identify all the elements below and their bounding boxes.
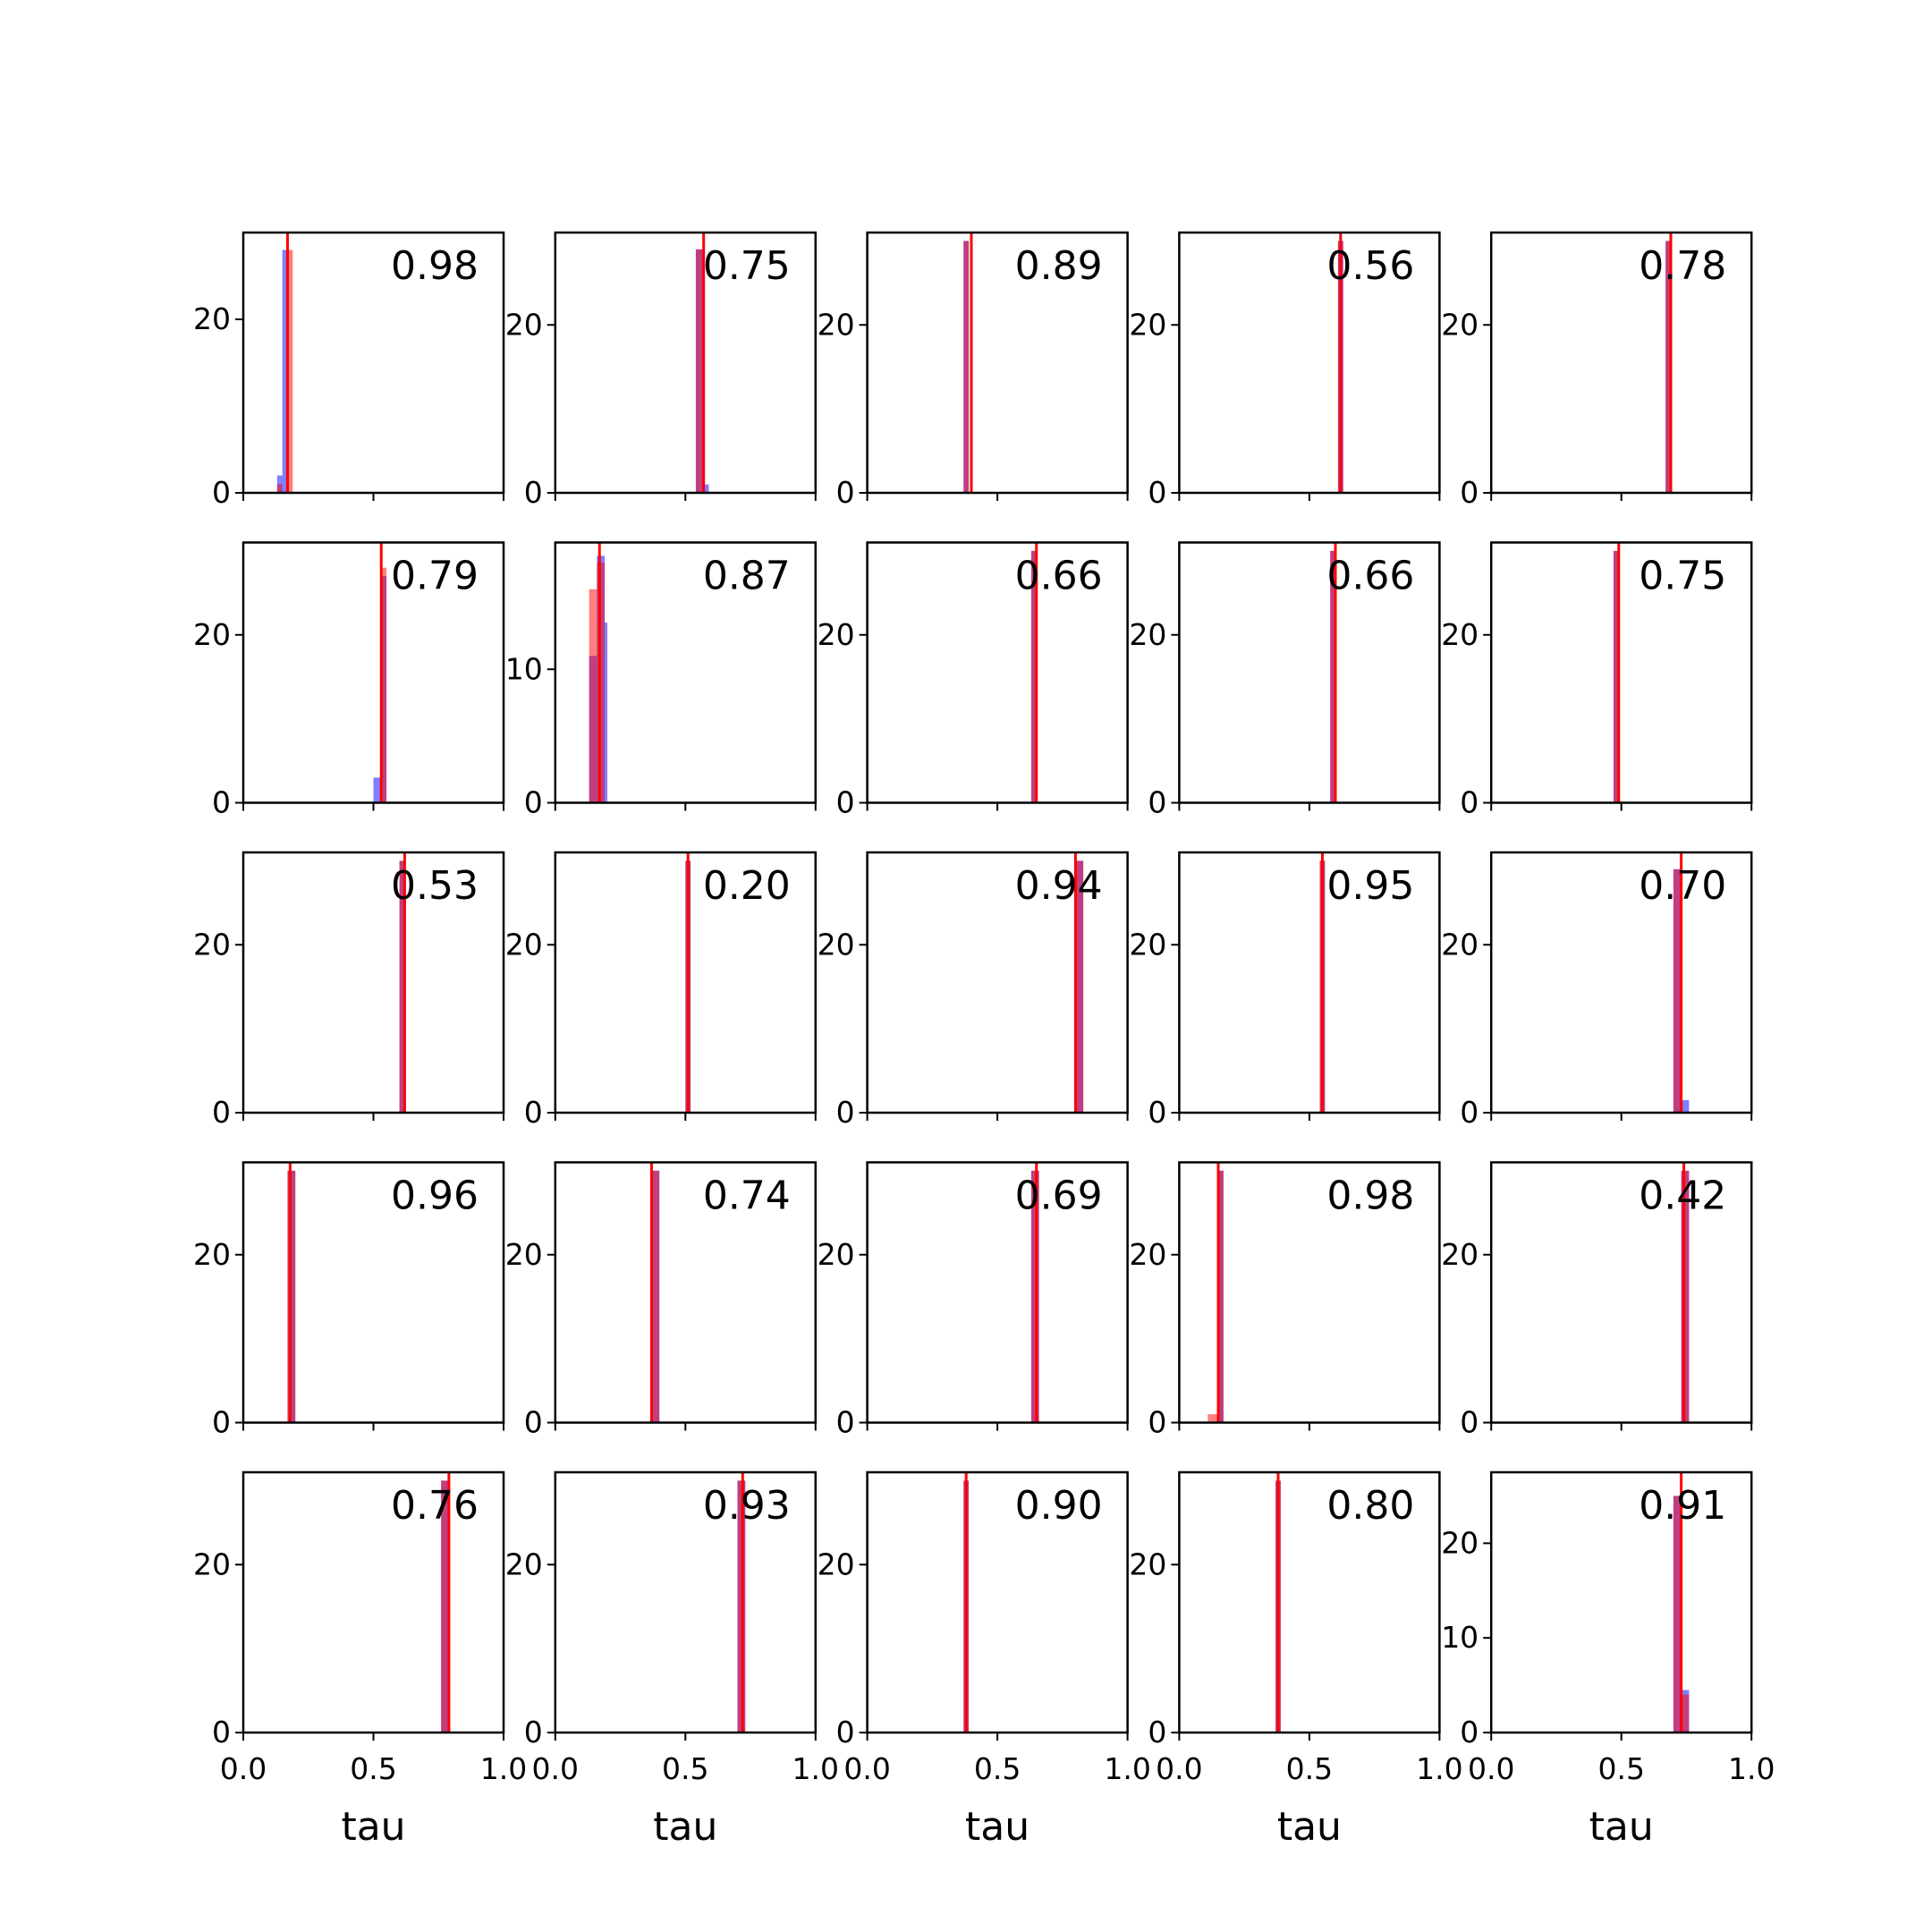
y-tick-label: 0 [1460,1095,1479,1130]
histogram-panel [193,543,504,820]
y-tick-label: 20 [817,307,855,343]
histogram-panel [193,1472,527,1850]
y-tick-label: 0 [1460,1404,1479,1440]
x-tick-label: 1.0 [792,1751,840,1786]
panel-value-label: 0.53 [391,863,479,909]
panel-value-label: 0.98 [391,243,479,289]
panel-value-label: 0.42 [1639,1173,1727,1219]
x-tick-label: 0.5 [350,1751,397,1786]
y-tick-label: 0 [1460,1715,1479,1750]
panel-value-label: 0.75 [1639,553,1727,599]
y-tick-label: 0 [523,1404,543,1440]
y-tick-label: 0 [1148,1715,1167,1750]
panel-value-label: 0.96 [391,1173,479,1219]
y-tick-label: 0 [212,1715,231,1750]
panel-value-label: 0.91 [1639,1483,1727,1529]
y-tick-label: 0 [1148,475,1167,510]
y-tick-label: 0 [523,475,543,510]
x-tick-label: 0.0 [1467,1751,1515,1786]
y-tick-label: 20 [193,616,231,652]
histogram-panel [505,1163,816,1440]
y-tick-label: 0 [523,784,543,820]
histogram-panel [818,852,1128,1130]
x-tick-label: 0.5 [973,1751,1021,1786]
y-tick-label: 20 [1441,616,1479,652]
y-tick-label: 0 [212,784,231,820]
histogram-panel [505,1472,839,1850]
y-tick-label: 20 [193,1546,231,1582]
panel-value-label: 0.70 [1639,863,1727,909]
y-tick-label: 0 [835,475,855,510]
y-tick-label: 0 [523,1095,543,1130]
y-tick-label: 20 [1129,616,1167,652]
y-tick-label: 0 [835,784,855,820]
panel-value-label: 0.78 [1639,243,1727,289]
histogram-panel [818,1472,1151,1850]
y-tick-label: 0 [1148,1404,1167,1440]
histogram-panel [1129,1163,1439,1440]
y-tick-label: 20 [504,307,543,343]
panel-value-label: 0.89 [1014,243,1103,289]
y-tick-label: 20 [1441,927,1479,962]
y-tick-label: 20 [1129,1546,1167,1582]
panel-value-label: 0.79 [391,553,479,599]
y-tick-label: 20 [817,927,855,962]
panel-value-label: 0.87 [702,553,791,599]
x-axis-title: tau [1276,1804,1342,1850]
y-tick-label: 10 [504,651,543,687]
x-axis-title: tau [965,1804,1030,1850]
panel-value-label: 0.66 [1326,553,1415,599]
histogram-panel [1441,233,1751,510]
histogram-panel [818,1163,1128,1440]
panel-value-label: 0.56 [1326,243,1415,289]
panel-value-label: 0.20 [702,863,791,909]
y-tick-label: 20 [1129,307,1167,343]
histogram-panel [1129,852,1439,1130]
x-axis-title: tau [653,1804,718,1850]
y-tick-label: 20 [1441,1236,1479,1272]
panel-value-label: 0.80 [1326,1483,1415,1529]
histogram-bar-red [963,241,969,493]
y-tick-label: 0 [212,1095,231,1130]
x-axis-title: tau [341,1804,406,1850]
histogram-bar-red [589,589,597,803]
y-tick-label: 0 [1148,1095,1167,1130]
y-tick-label: 20 [504,1546,543,1582]
histogram-bar-red [1208,1414,1218,1422]
y-tick-label: 20 [193,1236,231,1272]
histogram-panel [1441,1163,1751,1440]
histogram-panel [1129,233,1439,510]
histogram-panel [1441,852,1751,1130]
y-tick-label: 20 [817,1546,855,1582]
y-tick-label: 0 [835,1404,855,1440]
y-tick-label: 20 [1441,307,1479,343]
histogram-panel [505,852,816,1130]
y-tick-label: 0 [1460,475,1479,510]
panel-value-label: 0.98 [1326,1173,1415,1219]
histogram-panel [818,233,1128,510]
x-tick-label: 0.0 [1156,1751,1203,1786]
histogram-panel [193,852,504,1130]
panel-value-label: 0.75 [702,243,791,289]
histogram-panel [505,543,816,820]
panel-value-label: 0.66 [1014,553,1103,599]
y-tick-label: 20 [817,616,855,652]
y-tick-label: 0 [1148,784,1167,820]
histogram-panel [1129,543,1439,820]
panel-value-label: 0.94 [1014,863,1103,909]
panel-value-label: 0.74 [702,1173,791,1219]
y-tick-label: 20 [1441,1525,1479,1561]
histogram-panel [505,233,816,510]
x-axis-title: tau [1589,1804,1654,1850]
histogram-bar-blue [605,623,607,802]
x-tick-label: 0.5 [1285,1751,1334,1786]
x-tick-label: 0.0 [219,1751,267,1786]
x-tick-label: 0.0 [843,1751,891,1786]
x-tick-label: 0.5 [662,1751,709,1786]
panel-value-label: 0.90 [1014,1483,1103,1529]
histogram-panel [193,1163,504,1440]
y-tick-label: 0 [835,1715,855,1750]
y-tick-label: 0 [523,1715,543,1750]
histogram-panel [1129,1472,1462,1850]
x-tick-label: 1.0 [479,1751,528,1786]
histogram-panel [193,233,504,510]
y-tick-label: 20 [504,1236,543,1272]
x-tick-label: 1.0 [1416,1751,1463,1786]
panel-value-label: 0.95 [1326,863,1415,909]
y-tick-label: 0 [212,1404,231,1440]
y-tick-label: 0 [212,475,231,510]
x-tick-label: 1.0 [1104,1751,1151,1786]
y-tick-label: 10 [1441,1620,1479,1656]
panel-value-label: 0.93 [702,1483,791,1529]
x-tick-label: 0.5 [1597,1751,1645,1786]
y-tick-label: 20 [1129,927,1167,962]
histogram-panel [1441,543,1751,820]
y-tick-label: 20 [817,1236,855,1272]
histogram-panel [818,543,1128,820]
histogram-bar-red [277,484,283,493]
y-tick-label: 20 [193,301,231,336]
y-tick-label: 0 [835,1095,855,1130]
x-tick-label: 1.0 [1727,1751,1775,1786]
y-tick-label: 20 [193,927,231,962]
y-tick-label: 20 [1129,1236,1167,1272]
panel-value-label: 0.69 [1014,1173,1103,1219]
y-tick-label: 20 [504,927,543,962]
y-tick-label: 0 [1460,784,1479,820]
x-tick-label: 0.0 [531,1751,580,1786]
panel-value-label: 0.76 [391,1483,479,1529]
histogram-panel [1441,1472,1775,1850]
